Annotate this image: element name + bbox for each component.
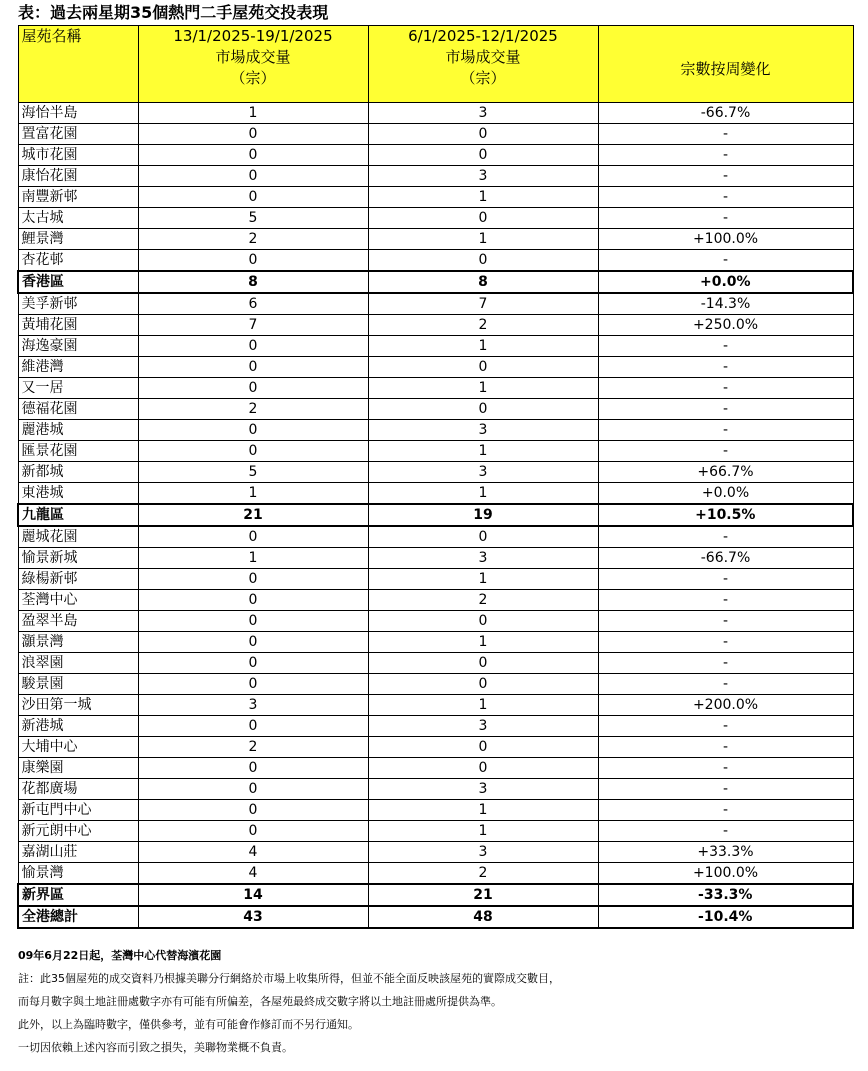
- cell-weekly-change: -: [598, 632, 853, 653]
- cell-volume-period-2: 0: [368, 357, 598, 378]
- cell-estate-name: 美孚新邨: [18, 293, 138, 315]
- cell-volume-period-1: 2: [138, 229, 368, 250]
- cell-estate-name: 海逸豪園: [18, 336, 138, 357]
- cell-estate-name: 沙田第一城: [18, 695, 138, 716]
- header-period-2-volume: 市場成交量: [445, 48, 521, 66]
- cell-volume-period-2: 3: [368, 779, 598, 800]
- cell-weekly-change: +100.0%: [598, 863, 853, 885]
- cell-weekly-change: -: [598, 250, 853, 272]
- cell-estate-name: 麗城花園: [18, 526, 138, 548]
- cell-estate-name: 黃埔花園: [18, 315, 138, 336]
- footnote-disclaimer-3: 此外，以上為臨時數字，僅供參考，並有可能會作修訂而不另行通知。: [18, 1018, 359, 1031]
- cell-volume-period-2: 0: [368, 208, 598, 229]
- cell-volume-period-2: 0: [368, 124, 598, 145]
- cell-weekly-change: +0.0%: [598, 483, 853, 505]
- table-row: [18, 315, 853, 336]
- cell-weekly-change: -: [598, 124, 853, 145]
- cell-volume-period-1: 0: [138, 336, 368, 357]
- table-body: [18, 103, 853, 929]
- table-row: [18, 124, 853, 145]
- cell-volume-period-1: 4: [138, 842, 368, 863]
- header-estate-name: 屋苑名稱: [18, 26, 138, 103]
- table-row: [18, 145, 853, 166]
- cell-volume-period-2: 8: [368, 271, 598, 293]
- table-row: [18, 632, 853, 653]
- cell-volume-period-1: 3: [138, 695, 368, 716]
- cell-volume-period-1: 21: [138, 504, 368, 526]
- cell-volume-period-2: 1: [368, 800, 598, 821]
- cell-estate-name: 新元朗中心: [18, 821, 138, 842]
- cell-volume-period-1: 14: [138, 884, 368, 906]
- cell-volume-period-1: 2: [138, 399, 368, 420]
- cell-volume-period-2: 1: [368, 632, 598, 653]
- cell-estate-name: 愉景新城: [18, 548, 138, 569]
- cell-weekly-change: -: [598, 716, 853, 737]
- table-row: [18, 208, 853, 229]
- subtotal-row: [18, 271, 853, 293]
- cell-estate-name: 麗港城: [18, 420, 138, 441]
- cell-weekly-change: -: [598, 674, 853, 695]
- cell-weekly-change: +100.0%: [598, 229, 853, 250]
- cell-volume-period-1: 0: [138, 145, 368, 166]
- table-row: [18, 293, 853, 315]
- table-row: [18, 378, 853, 399]
- cell-volume-period-2: 0: [368, 250, 598, 272]
- cell-volume-period-2: 0: [368, 399, 598, 420]
- cell-volume-period-1: 0: [138, 590, 368, 611]
- table-row: [18, 462, 853, 483]
- cell-volume-period-1: 0: [138, 653, 368, 674]
- cell-estate-name: 愉景灣: [18, 863, 138, 885]
- cell-volume-period-2: 0: [368, 758, 598, 779]
- cell-estate-name: 康樂園: [18, 758, 138, 779]
- cell-weekly-change: -66.7%: [598, 548, 853, 569]
- header-weekly-change: 宗數按周變化: [598, 26, 853, 103]
- cell-estate-name: 九龍區: [18, 504, 138, 526]
- cell-estate-name: 新港城: [18, 716, 138, 737]
- cell-estate-name: 綠楊新邨: [18, 569, 138, 590]
- cell-volume-period-2: 7: [368, 293, 598, 315]
- cell-estate-name: 新屯門中心: [18, 800, 138, 821]
- table-row: [18, 800, 853, 821]
- header-period-1-dates: 13/1/2025-19/1/2025: [173, 27, 333, 45]
- cell-estate-name: 鯉景灣: [18, 229, 138, 250]
- cell-estate-name: 新都城: [18, 462, 138, 483]
- cell-volume-period-2: 48: [368, 906, 598, 928]
- cell-volume-period-1: 0: [138, 779, 368, 800]
- cell-weekly-change: -14.3%: [598, 293, 853, 315]
- cell-volume-period-2: 3: [368, 716, 598, 737]
- cell-volume-period-2: 0: [368, 653, 598, 674]
- cell-volume-period-1: 0: [138, 526, 368, 548]
- footnotes: [18, 944, 858, 1059]
- table-row: [18, 758, 853, 779]
- header-period-1: [138, 26, 368, 103]
- cell-weekly-change: +33.3%: [598, 842, 853, 863]
- table-row: [18, 103, 853, 124]
- table-row: [18, 483, 853, 505]
- cell-volume-period-1: 0: [138, 250, 368, 272]
- cell-weekly-change: -: [598, 208, 853, 229]
- cell-estate-name: 盈翠半島: [18, 611, 138, 632]
- cell-volume-period-1: 0: [138, 821, 368, 842]
- footnote-disclaimer-2: 而每月數字與土地註冊處數字亦有可能有所偏差，各屋苑最終成交數字將以土地註冊處所提供為準。: [18, 995, 502, 1008]
- cell-volume-period-1: 0: [138, 166, 368, 187]
- cell-weekly-change: -: [598, 378, 853, 399]
- table-row: [18, 674, 853, 695]
- cell-volume-period-1: 0: [138, 632, 368, 653]
- cell-volume-period-2: 1: [368, 483, 598, 505]
- cell-volume-period-1: 8: [138, 271, 368, 293]
- cell-weekly-change: -: [598, 569, 853, 590]
- cell-estate-name: 大埔中心: [18, 737, 138, 758]
- cell-volume-period-1: 7: [138, 315, 368, 336]
- cell-volume-period-2: 3: [368, 420, 598, 441]
- cell-estate-name: 又一居: [18, 378, 138, 399]
- cell-volume-period-2: 0: [368, 737, 598, 758]
- table-row: [18, 779, 853, 800]
- cell-volume-period-2: 1: [368, 821, 598, 842]
- cell-volume-period-2: 19: [368, 504, 598, 526]
- cell-volume-period-1: 5: [138, 462, 368, 483]
- cell-weekly-change: -: [598, 441, 853, 462]
- cell-weekly-change: -: [598, 758, 853, 779]
- cell-volume-period-2: 1: [368, 336, 598, 357]
- table-row: [18, 821, 853, 842]
- table-row: [18, 863, 853, 885]
- header-period-1-unit: （宗）: [230, 69, 276, 87]
- table-row: [18, 716, 853, 737]
- cell-weekly-change: +66.7%: [598, 462, 853, 483]
- cell-volume-period-2: 0: [368, 674, 598, 695]
- cell-volume-period-1: 2: [138, 737, 368, 758]
- cell-weekly-change: -: [598, 611, 853, 632]
- cell-estate-name: 海怡半島: [18, 103, 138, 124]
- footnote-replacement: 09年6月22日起，荃灣中心代替海濱花園: [18, 949, 222, 962]
- transaction-table: [17, 25, 854, 929]
- cell-weekly-change: -33.3%: [598, 884, 853, 906]
- cell-volume-period-2: 1: [368, 695, 598, 716]
- cell-volume-period-1: 1: [138, 548, 368, 569]
- cell-volume-period-1: 43: [138, 906, 368, 928]
- table-row: [18, 842, 853, 863]
- cell-volume-period-2: 21: [368, 884, 598, 906]
- cell-weekly-change: -: [598, 166, 853, 187]
- cell-weekly-change: +200.0%: [598, 695, 853, 716]
- cell-estate-name: 太古城: [18, 208, 138, 229]
- table-row: [18, 653, 853, 674]
- cell-volume-period-1: 0: [138, 187, 368, 208]
- footnote-disclaimer-1: 註：此35個屋苑的成交資料乃根據美聯分行網絡於市場上收集所得，但並不能全面反映該屋苑的實際成交數目，: [18, 972, 560, 985]
- table-row: [18, 737, 853, 758]
- cell-estate-name: 荃灣中心: [18, 590, 138, 611]
- cell-weekly-change: -: [598, 187, 853, 208]
- cell-volume-period-1: 0: [138, 716, 368, 737]
- cell-weekly-change: -: [598, 590, 853, 611]
- cell-weekly-change: -: [598, 526, 853, 548]
- cell-volume-period-1: 0: [138, 569, 368, 590]
- table-row: [18, 187, 853, 208]
- cell-volume-period-1: 4: [138, 863, 368, 885]
- cell-volume-period-1: 0: [138, 674, 368, 695]
- cell-weekly-change: -: [598, 145, 853, 166]
- cell-volume-period-1: 0: [138, 611, 368, 632]
- table-title: 表：過去兩星期35個熱門二手屋苑交投表現: [18, 3, 329, 22]
- cell-weekly-change: +0.0%: [598, 271, 853, 293]
- table-row: [18, 166, 853, 187]
- cell-weekly-change: -: [598, 779, 853, 800]
- cell-volume-period-2: 0: [368, 611, 598, 632]
- cell-estate-name: 全港總計: [18, 906, 138, 928]
- cell-volume-period-2: 1: [368, 569, 598, 590]
- cell-estate-name: 匯景花園: [18, 441, 138, 462]
- cell-estate-name: 新界區: [18, 884, 138, 906]
- cell-weekly-change: -: [598, 737, 853, 758]
- subtotal-row: [18, 884, 853, 906]
- table-row: [18, 399, 853, 420]
- cell-estate-name: 香港區: [18, 271, 138, 293]
- cell-volume-period-2: 1: [368, 229, 598, 250]
- cell-volume-period-1: 6: [138, 293, 368, 315]
- subtotal-row: [18, 504, 853, 526]
- cell-volume-period-1: 0: [138, 378, 368, 399]
- table-row: [18, 229, 853, 250]
- cell-volume-period-2: 1: [368, 187, 598, 208]
- header-period-2-unit: （宗）: [460, 69, 506, 87]
- table-header-row: [18, 26, 853, 103]
- table-row: [18, 569, 853, 590]
- cell-volume-period-2: 3: [368, 166, 598, 187]
- cell-estate-name: 置富花園: [18, 124, 138, 145]
- cell-volume-period-1: 0: [138, 441, 368, 462]
- cell-volume-period-2: 2: [368, 315, 598, 336]
- header-period-2-dates: 6/1/2025-12/1/2025: [408, 27, 558, 45]
- table-row: [18, 526, 853, 548]
- cell-weekly-change: -: [598, 653, 853, 674]
- cell-volume-period-2: 0: [368, 145, 598, 166]
- cell-estate-name: 駿景園: [18, 674, 138, 695]
- cell-volume-period-2: 3: [368, 462, 598, 483]
- table-row: [18, 420, 853, 441]
- cell-volume-period-1: 0: [138, 420, 368, 441]
- table-row: [18, 611, 853, 632]
- table-row: [18, 250, 853, 272]
- cell-weekly-change: -: [598, 399, 853, 420]
- cell-volume-period-2: 2: [368, 863, 598, 885]
- cell-estate-name: 灝景灣: [18, 632, 138, 653]
- header-period-1-volume: 市場成交量: [215, 48, 291, 66]
- cell-volume-period-2: 3: [368, 842, 598, 863]
- table-row: [18, 695, 853, 716]
- cell-estate-name: 德福花園: [18, 399, 138, 420]
- cell-volume-period-2: 3: [368, 103, 598, 124]
- cell-weekly-change: -: [598, 357, 853, 378]
- cell-volume-period-1: 1: [138, 483, 368, 505]
- cell-volume-period-1: 0: [138, 758, 368, 779]
- cell-estate-name: 東港城: [18, 483, 138, 505]
- cell-estate-name: 南豐新邨: [18, 187, 138, 208]
- cell-volume-period-2: 3: [368, 548, 598, 569]
- subtotal-row: [18, 906, 853, 928]
- table-row: [18, 590, 853, 611]
- cell-weekly-change: -10.4%: [598, 906, 853, 928]
- header-period-2: [368, 26, 598, 103]
- table-row: [18, 336, 853, 357]
- cell-weekly-change: -: [598, 821, 853, 842]
- cell-volume-period-2: 1: [368, 441, 598, 462]
- cell-volume-period-2: 0: [368, 526, 598, 548]
- cell-volume-period-1: 0: [138, 357, 368, 378]
- cell-volume-period-1: 0: [138, 124, 368, 145]
- cell-estate-name: 康怡花園: [18, 166, 138, 187]
- footnote-disclaimer-4: 一切因依賴上述內容而引致之損失，美聯物業概不負責。: [18, 1041, 293, 1054]
- cell-weekly-change: +250.0%: [598, 315, 853, 336]
- cell-volume-period-2: 1: [368, 378, 598, 399]
- cell-estate-name: 杏花邨: [18, 250, 138, 272]
- cell-volume-period-2: 2: [368, 590, 598, 611]
- cell-volume-period-1: 0: [138, 800, 368, 821]
- cell-weekly-change: -66.7%: [598, 103, 853, 124]
- cell-volume-period-1: 1: [138, 103, 368, 124]
- cell-volume-period-1: 5: [138, 208, 368, 229]
- cell-estate-name: 維港灣: [18, 357, 138, 378]
- cell-estate-name: 浪翠園: [18, 653, 138, 674]
- cell-weekly-change: -: [598, 420, 853, 441]
- table-row: [18, 548, 853, 569]
- cell-estate-name: 花都廣場: [18, 779, 138, 800]
- cell-estate-name: 嘉湖山莊: [18, 842, 138, 863]
- cell-weekly-change: -: [598, 800, 853, 821]
- cell-estate-name: 城市花園: [18, 145, 138, 166]
- table-row: [18, 441, 853, 462]
- table-row: [18, 357, 853, 378]
- cell-weekly-change: +10.5%: [598, 504, 853, 526]
- cell-weekly-change: -: [598, 336, 853, 357]
